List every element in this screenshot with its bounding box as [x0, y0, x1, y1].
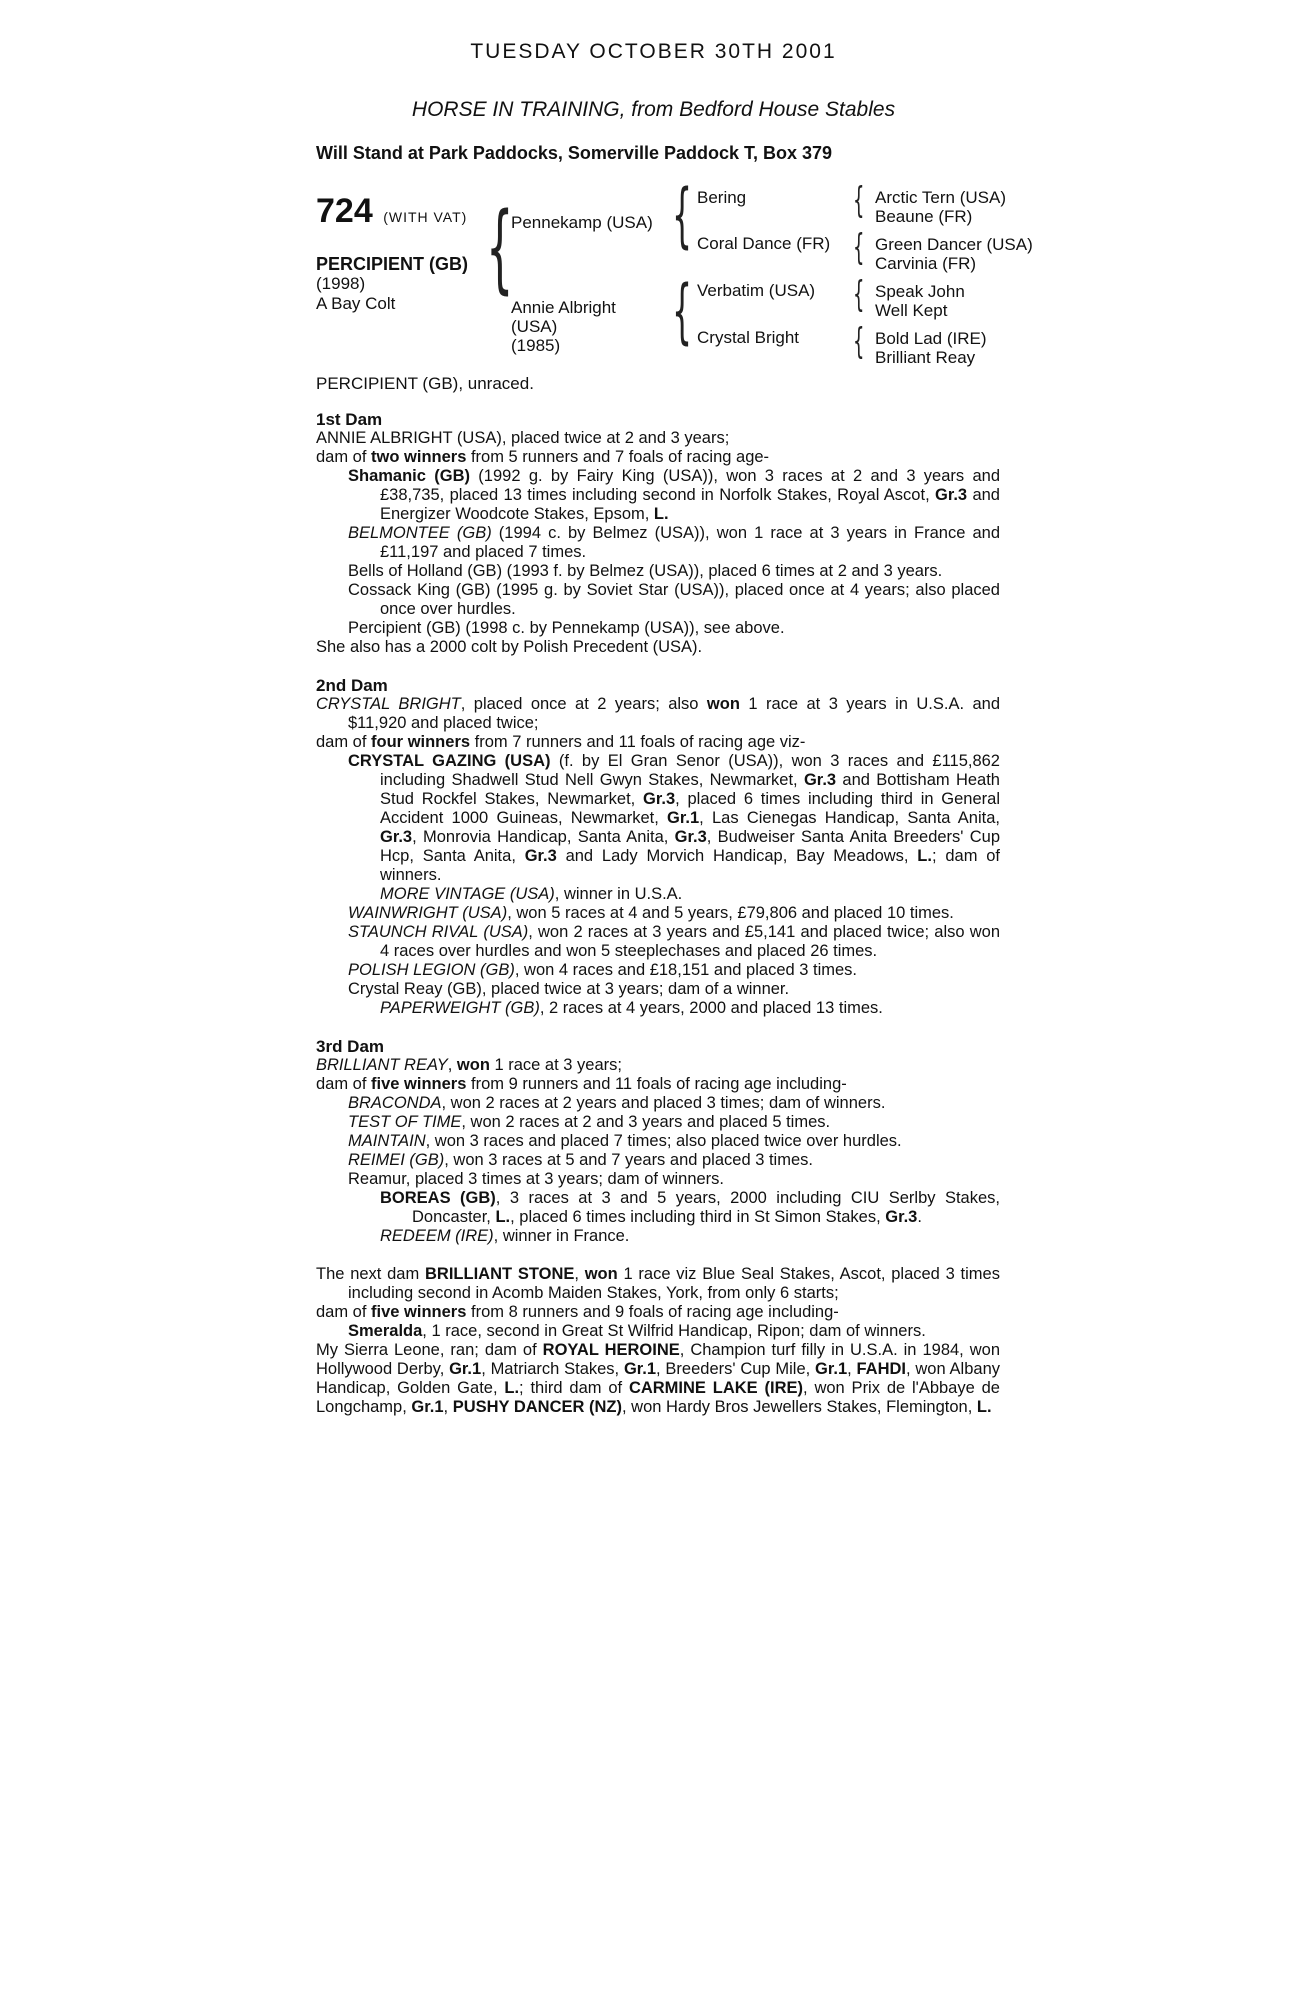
second-dam-heading: 2nd Dam [316, 676, 388, 695]
produce-item: REIMEI (GB), won 3 races at 5 and 7 years and placed 3 times. [348, 1151, 813, 1169]
second-dam-line: CRYSTAL BRIGHT, placed once at 2 years; also won 1 race at 3 years in U.S.A. and $11,920 and placed twice; [316, 695, 1001, 732]
pedigree-g7: Bold Lad (IRE) [875, 329, 987, 348]
produce-item: Bells of Holland (GB) (1993 f. by Belmez (USA)), placed 6 times at 2 and 3 years. [348, 562, 943, 580]
first-dam-produce-line: dam of two winners from 5 runners and 7 foals of racing age- [316, 448, 770, 466]
grand-produce-item: BOREAS (GB), 3 races at 3 and 5 years, 2000 including CIU Serlby Stakes, Doncaster, L., placed 6 times including third in St Simon Stakes, Gr.3. [380, 1189, 1000, 1226]
produce-item: STAUNCH RIVAL (USA), won 2 races at 3 years and £5,141 and placed twice; also won 4 races over hurdles and won 5 steeplechases and placed 26 times. [348, 923, 1000, 960]
vat-note: (WITH VAT) [383, 209, 468, 225]
produce-item: TEST OF TIME, won 2 races at 2 and 3 years and placed 5 times. [348, 1113, 831, 1131]
race-record: PERCIPIENT (GB), unraced. [316, 374, 534, 393]
pedigree-dam-dam: Crystal Bright [697, 328, 800, 347]
next-dam-descendants: My Sierra Leone, ran; dam of ROYAL HEROINE, Champion turf filly in U.S.A. in 1984, won Hollywood Derby, Gr.1, Matriarch Stakes, Gr.1, Breeders' Cup Mile, Gr.1, FAHDI, won Albany Handicap, Golden Gate, L.; third dam of CARMINE LAKE (IRE), won Prix de l'Abbaye de Longchamp, Gr.1, PUSHY DANCER (NZ), won Hardy Bros Jewellers Stakes, Flemington, L. [316, 1341, 1001, 1416]
pedigree-g4: Carvinia (FR) [875, 254, 977, 273]
pedigree-g3: Green Dancer (USA) [875, 235, 1033, 254]
pedigree-brace-dam: { [672, 270, 693, 352]
produce-item: MAINTAIN, won 3 races and placed 7 times; also placed twice over hurdles. [348, 1132, 902, 1150]
pedigree-dam-year: (1985) [511, 336, 561, 355]
pedigree-sire-dam: Coral Dance (FR) [697, 234, 831, 253]
grand-produce-item: PAPERWEIGHT (GB), 2 races at 4 years, 2000 and placed 13 times. [380, 999, 883, 1017]
next-dam-produce-line: dam of five winners from 8 runners and 9 foals of racing age including- [316, 1303, 839, 1321]
produce-item: Crystal Reay (GB), placed twice at 3 years; dam of a winner. [348, 980, 790, 998]
lot-subtitle: HORSE IN TRAINING, from Bedford House Stables [411, 98, 896, 121]
grand-produce-item: REDEEM (IRE), winner in France. [380, 1227, 630, 1245]
produce-item: Smeralda, 1 race, second in Great St Wilfrid Handicap, Ripon; dam of winners. [348, 1322, 926, 1340]
horse-info [316, 254, 468, 314]
pedigree-brace-g1: { [853, 180, 865, 221]
first-dam-note: She also has a 2000 colt by Polish Precedent (USA). [316, 638, 703, 656]
pedigree-g6: Well Kept [875, 301, 948, 320]
horse-year: (1998) [316, 274, 366, 293]
produce-item: WAINWRIGHT (USA), won 5 races at 4 and 5 years, £79,806 and placed 10 times. [348, 904, 954, 922]
produce-item: POLISH LEGION (GB), won 4 races and £18,151 and placed 3 times. [348, 961, 858, 979]
produce-item: CRYSTAL GAZING (USA) (f. by El Gran Senor (USA)), won 3 races and £115,862 including Shadwell Stud Nell Gwyn Stakes, Newmarket, Gr.3 and Bottisham Heath Stud Rockfel Stakes, Newmarket, Gr.3, placed 6 times including third in General Accident 1000 Guineas, Newmarket, Gr.1, Las Cienegas Handicap, Santa Anita, Gr.3, Monrovia Handicap, Santa Anita, Gr.3, Budweiser Santa Anita Breeders' Cup Hcp, Santa Anita, Gr.3 and Lady Morvich Handicap, Bay Meadows, L.; dam of winners. [348, 752, 1000, 884]
pedigree-brace-main: { [486, 192, 514, 304]
pedigree-g5: Speak John [875, 282, 965, 301]
pedigree-brace-g2: { [853, 227, 865, 268]
pedigree-brace-g3: { [853, 274, 865, 315]
produce-item: BELMONTEE (GB) (1994 c. by Belmez (USA)), won 1 race at 3 years in France and £11,197 and placed 7 times. [348, 524, 1000, 561]
third-dam-produce-line: dam of five winners from 9 runners and 11 foals of racing age including- [316, 1075, 847, 1093]
horse-desc: A Bay Colt [316, 294, 396, 313]
produce-item: Reamur, placed 3 times at 3 years; dam of winners. [348, 1170, 725, 1188]
first-dam-heading: 1st Dam [316, 410, 383, 429]
horse-name: PERCIPIENT (GB) [316, 254, 469, 274]
first-dam-line: ANNIE ALBRIGHT (USA), placed twice at 2 and 3 years; [316, 429, 730, 447]
catalogue-body [316, 410, 1000, 1417]
produce-item: BRACONDA, won 2 races at 2 years and placed 3 times; dam of winners. [348, 1094, 886, 1112]
lot-number: 724 [316, 192, 373, 230]
pedigree-g2: Beaune (FR) [875, 207, 973, 226]
grand-produce-item: MORE VINTAGE (USA), winner in U.S.A. [380, 885, 683, 903]
pedigree-g1: Arctic Tern (USA) [875, 188, 1006, 207]
third-dam-heading: 3rd Dam [316, 1037, 385, 1056]
stand-location: Will Stand at Park Paddocks, Somerville Paddock T, Box 379 [316, 143, 833, 163]
pedigree-dam-name: Annie Albright [511, 298, 616, 317]
lot-number-block [316, 192, 467, 231]
second-dam-produce-line: dam of four winners from 7 runners and 11 foals of racing age viz- [316, 733, 806, 751]
pedigree-dam-sire: Verbatim (USA) [697, 281, 816, 300]
produce-item: Cossack King (GB) (1995 g. by Soviet Star (USA)), placed once at 4 years; also placed once over hurdles. [348, 581, 1000, 618]
pedigree-brace-sire: { [672, 174, 693, 256]
next-dam-line: The next dam BRILLIANT STONE, won 1 race viz Blue Seal Stakes, Ascot, placed 3 times including second in Acomb Maiden Stakes, York, from only 6 starts; [316, 1265, 1000, 1302]
produce-item: Shamanic (GB) (1992 g. by Fairy King (USA)), won 3 races at 2 and 3 years and £38,735, placed 13 times including second in Norfolk Stakes, Royal Ascot, Gr.3 and Energizer Woodcote Stakes, Epsom, L. [348, 467, 1000, 523]
sale-date: TUESDAY OCTOBER 30TH 2001 [470, 40, 837, 63]
third-dam-line: BRILLIANT REAY, won 1 race at 3 years; [316, 1056, 622, 1074]
pedigree-dam [511, 298, 616, 355]
pedigree-sire-sire: Bering [697, 188, 747, 207]
pedigree-dam-country: (USA) [511, 317, 558, 336]
produce-item: Percipient (GB) (1998 c. by Pennekamp (USA)), see above. [348, 619, 785, 637]
pedigree-sire: Pennekamp (USA) [511, 213, 653, 232]
pedigree-brace-g4: { [853, 321, 865, 362]
pedigree-g8: Brilliant Reay [875, 348, 976, 367]
